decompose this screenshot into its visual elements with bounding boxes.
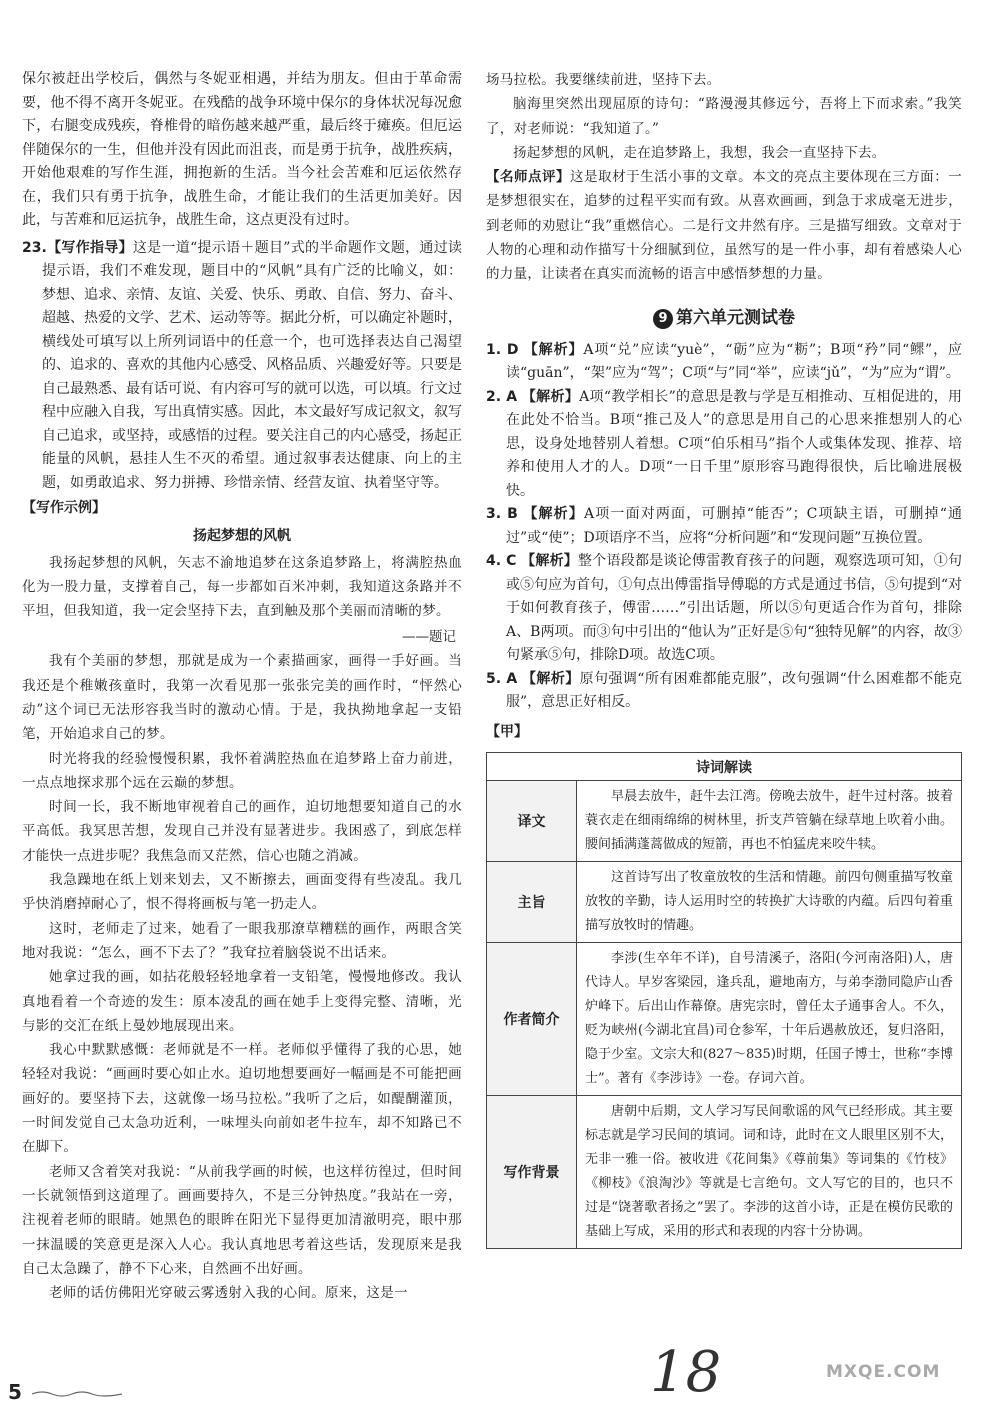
answer-item [486, 668, 962, 715]
row-value: 李涉(生卒年不详)，自号清溪子，洛阳(今河南洛阳)人，唐代诗人。早岁客梁园，逢兵乱，避地南方，与弟李渤同隐庐山香炉峰下。后出山作幕僚。唐宪宗时，曾任太子通事舍人。不久，贬为峡州(今湖北宜昌)司仓参军，十年后遇赦放还，复归洛阳，隐于少室。文宗大和(827～835)时期，任国子博士，世称“李博士”。著有《李涉诗》一卷。存词六首。 [577, 943, 962, 1096]
section-title-text: 第六单元测试卷 [676, 307, 795, 328]
analysis-tag: 【解析】 [522, 670, 580, 687]
essay [22, 525, 462, 1306]
row-value: 这首诗写出了牧童放牧的生活和情趣。前四句侧重描写牧童放牧的辛勤，诗人运用时空的转换扩大诗歌的内蕴。后四句着重描写放牧时的情趣。 [577, 862, 962, 943]
table-row [487, 1096, 962, 1249]
question-23 [22, 237, 462, 496]
essay-paragraph: 场马拉松。我要继续前进，坚持下去。 [486, 72, 721, 88]
right-column [486, 70, 962, 1249]
answer-number: 2. A [486, 388, 518, 405]
row-key: 主旨 [487, 862, 577, 943]
essay-paragraph: 我急躁地在纸上划来划去，又不断擦去，画面变得有些凌乱。我几乎快消磨掉耐心了，恨不得将画板与笔一扔走人。 [22, 872, 462, 913]
analysis-tag: 【解析】 [521, 553, 579, 570]
answer-number: 5. A [486, 670, 518, 687]
row-value: 唐朝中后期，文人学习写民间歌谣的风气已经形成。其主要标志就是学习民间的填词。词和诗，此时在文人眼里区别不大，无非一雅一俗。被收进《花间集》《尊前集》等词集的《竹枝》《柳枝》《浪淘沙》等就是七言绝句。文人写它的目的，也只不过是“饶著歌者扬之”罢了。李涉的这首小诗，正是在模仿民歌的基础上写成，采用的形式和表现的内容十分协调。 [577, 1096, 962, 1249]
section-title [486, 303, 962, 329]
answer-text: 整个语段都是谈论傅雷教育孩子的问题，观察选项可知，①句或⑤句应为首句，①句点出傅雷指导傅聪的方式是通过书信，⑤句提到“对于如何教育孩子，傅雷……”引出话题，所以⑤句更适合作为首句，排除A、B两项。而③句中引出的“他认为”正好是⑤句“独特见解”的内容，故③句紧承⑤句，排除D项。故选C项。 [506, 553, 962, 664]
answer-number: 3. B [486, 506, 518, 523]
answer-item [486, 339, 962, 386]
answer-number: 4. C [486, 553, 517, 570]
essay-title: 扬起梦想的风帆 [193, 527, 291, 544]
answer-text: A项一面对两面，可删掉“能否”；C项缺主语，可删掉“通过”或“使”；D项语序不当，应将“分析问题”和“发现问题”互换位置。 [506, 506, 963, 546]
essay-paragraph: 这时，老师走了过来，她看了一眼我那潦草糟糕的画作，两眼含笑地对我说：“怎么，画不下去了？”我耷拉着脑袋说不出话来。 [22, 920, 462, 961]
table-row [487, 781, 962, 862]
essay-paragraph: 脑海里突然出现屈原的诗句：“路漫漫其修远兮，吾将上下而求索。”我笑了，对老师说：“我知道了。” [486, 96, 962, 137]
teacher-comment-text: 这是取材于生活小事的文章。本文的亮点主要体现在三方面：一是梦想很实在，追梦的过程平实而有致。从喜欢画画，到急于求成毫无进步，到老师的劝慰让“我”重燃信心。二是行文井然有序。三是描写细致。文章对于人物的心理和动作描写十分细腻到位，虽然写的是一件小事，却有着感染人心的力量，让读者在真实而流畅的语言中感悟梦想的力量。 [486, 169, 962, 283]
essay-paragraph: 时间一长，我不断地审视着自己的画作，迫切地想要知道自己的水平高低。我冥思苦想，发现自己并没有显著进步。我困惑了，到底怎样才能快一点进步呢？我焦急而又茫然，信心也随之消减。 [22, 799, 462, 864]
table-row [487, 943, 962, 1096]
writing-guide-text: 这是一道“提示语＋题目”式的半命题作文题，通过读提示语，我们不难发现，题目中的“风帆”具有广泛的比喻义，如：梦想、追求、亲情、友谊、关爱、快乐、勇敢、自信、努力、奋斗、超越、热爱的文学、艺术、运动等等。据此分析，可以确定补题时，横线处可填写以上所列词语中的任意一个，也可选择表达自己渴望的、追求的、喜欢的其他内心感受、风格品质、兴趣爱好等。只要是自己最熟悉、最有话可说、有内容可写的就可以选，可以填。行文过程中应融入自我，写出真情实感。因此，本文最好写成记叙文，叙写自己追求，或坚持，或感悟的过程。要关注自己的内心感受，扬起正能量的风帆，悬挂人生不灭的希望。通过叙事表达健康、向上的主题，如勇敢追求、努力拼搏、珍惜亲情、经营友谊、执着坚守等。 [42, 239, 462, 491]
answer-item [486, 503, 962, 550]
answer-text: 原句强调“所有困难都能克服”，改句强调“什么困难都不能克服”，意思正好相反。 [506, 670, 962, 711]
table-header: 诗词解读 [487, 753, 962, 781]
essay-paragraph: 我有个美丽的梦想，那就是成为一个素描画家，画得一手好画。当我还是个稚嫩孩童时，我第一次看见那一张张完美的画作时，“怦然心动”这个词已无法形容我当时的激动心情。于是，我执拗地拿起一支铅笔，开始追求自己的梦。 [22, 653, 462, 743]
row-key: 写作背景 [487, 1096, 577, 1249]
essay-paragraph: 时光将我的经验慢慢积累，我怀着满腔热血在追梦路上奋力前进，一点点地探求那个远在云巅的梦想。 [22, 750, 462, 791]
question-number: 23. [22, 239, 47, 256]
jia-tag: 【甲】 [486, 723, 528, 740]
analysis-tag: 【解析】 [521, 388, 580, 405]
answer-text: A项“教学相长”的意思是教与学是互相推动、互相促进的，用在此处不恰当。B项“推己及人”的意思是用自己的心思来推想别人的心思，设身处地替别人着想。C项“伯乐相马”指个人或集体发现、推荐、培养和使用人才的人。D项“一日千里”原形容马跑得很快，后比喻进展极快。 [506, 388, 962, 499]
essay-paragraph: 我心中默默感慨：老师就是不一样。老师似乎懂得了我的心思，她轻轻对我说：“画画时要心如止水。迫切地想要画好一幅画是不可能把画画好的。要坚持下去，这就像一场马拉松。”我听了之后，如醍醐灌顶，一时间发觉自己太急功近利，一味埋头向前如老牛拉车，却不知路已不在脚下。 [22, 1042, 462, 1156]
essay-epigraph: 我扬起梦想的风帆，矢志不渝地追梦在这条追梦路上，将满腔热血化为一股力量，支撑着自己，每一步都如百米冲刺，我知道这条路并不平坦，但我知道，我一定会坚持下去，直到触及那个美丽而清晰的梦。 [22, 554, 462, 620]
answer-item [486, 550, 962, 668]
example-tag: 【写作示例】 [22, 500, 106, 516]
table-row [487, 862, 962, 943]
row-key: 译文 [487, 781, 577, 862]
analysis-tag: 【解析】 [523, 341, 584, 358]
essay-paragraph: 扬起梦想的风帆，走在追梦路上，我想，我会一直坚持下去。 [513, 144, 886, 161]
essay-paragraph: 老师又含着笑对我说：“从前我学画的时候，也这样彷徨过，但时间一长就领悟到这道理了。画画要持久，不是三分钟热度。”我站在一旁，注视着老师的眼睛。她黑色的眼眸在阳光下显得更加清澈明亮，眼中那一抹温暖的笑意更是深入人心。我认真地思考着这些话，发现原来是我自己太急躁了，静不下心来，自然画不出好画。 [22, 1163, 462, 1277]
analysis-tag: 【解析】 [523, 506, 584, 523]
section-number-badge: 9 [653, 309, 673, 329]
essay-paragraph: 她拿过我的画，如拈花般轻轻地拿着一支铅笔，慢慢地修改。我认真地看着一个奇迹的发生：原本凌乱的画在她手上变得完整、清晰，光与影的交汇在纸上曼妙地展现出来。 [22, 969, 462, 1034]
left-column [22, 70, 462, 1305]
watermark: MXQE.COM [826, 1362, 941, 1382]
handwritten-number: 18 [650, 1340, 722, 1405]
answer-item [486, 386, 962, 504]
page-number: 5 [8, 1380, 22, 1404]
essay-paragraph: 老师的话仿佛阳光穿破云雾透射入我的心间。原来，这是一 [49, 1285, 408, 1302]
answer-text: A项“兑”应读“yuè”，“砺”应为“粝”；B项“矜”同“鳏”，应读“guān”，“架”应为“驾”；C项“与”同“举”，应读“jǔ”，“为”应为“谓”。 [506, 341, 962, 382]
teacher-comment-tag: 【名师点评】 [486, 169, 571, 186]
essay-continued [486, 68, 962, 287]
writing-guide-tag: 【写作指导】 [46, 239, 133, 256]
row-value: 早晨去放牛，赶牛去江湾。傍晚去放牛，赶牛过村落。披着蓑衣走在细雨绵绵的树林里，折支芦管躺在绿草地上吹着小曲。腰间插满蓬蒿做成的短箭，再也不怕猛虎来咬牛犊。 [577, 781, 962, 862]
teacher-comment [486, 165, 962, 286]
text-paragraph: 保尔被赶出学校后，偶然与冬妮亚相遇，并结为朋友。但由于革命需要，他不得不离开冬妮亚。在残酷的战争环境中保尔的身体状况每况愈下，右腿变成残疾，脊椎骨的暗伤越来越严重，最后终于瘫痪。但厄运伴随保尔的一生，但他并没有因此而沮丧，而是勇于抗争，战胜疾病，开始他艰难的写作生涯，拥抱新的生活。当今社会苦难和厄运依然存在，我们只有勇于抗争，战胜生命，才能让我们的生活更加美好。因此，与苦难和厄运抗争，战胜生命，这点更没有过时。 [22, 71, 462, 228]
answer-number: 1. D [486, 341, 519, 358]
row-key: 作者简介 [487, 943, 577, 1096]
epigraph-signoff: ——题记 [402, 629, 456, 646]
footer-ornament-icon [32, 1390, 122, 1398]
poem-analysis-table [486, 752, 962, 1249]
